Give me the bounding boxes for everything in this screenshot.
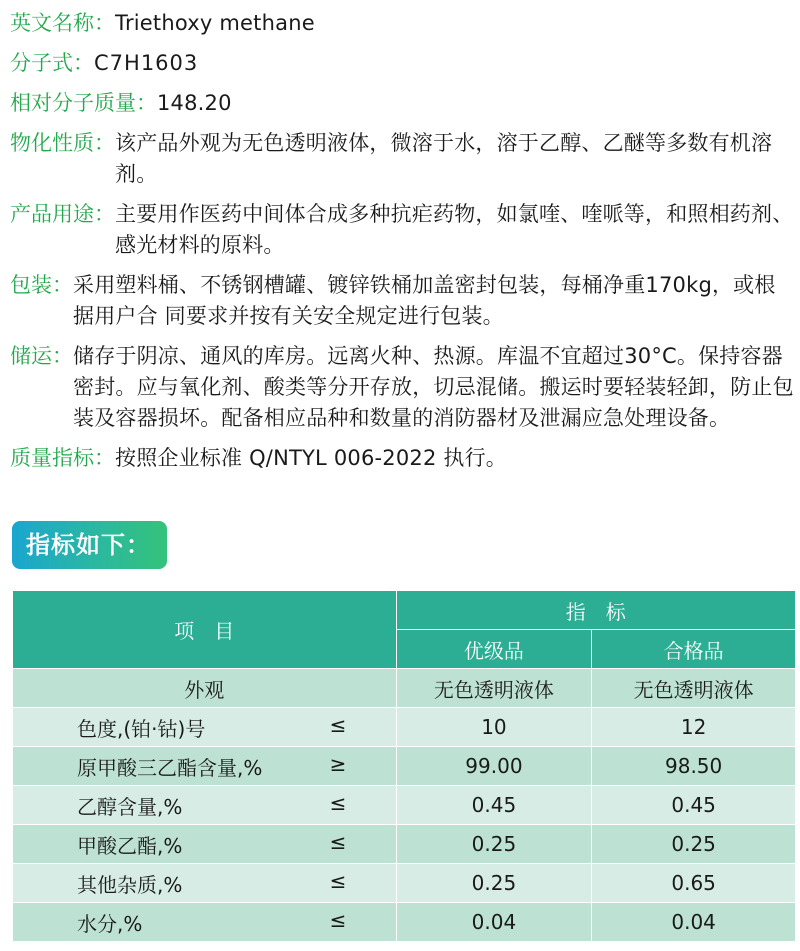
info-usage bbox=[10, 199, 796, 261]
row-grade2: 0.65 bbox=[592, 864, 796, 903]
info-value: Triethoxy methane bbox=[115, 11, 315, 35]
row-name: 水分,% bbox=[77, 911, 143, 936]
info-value: 按照企业标准 Q/NTYL 006-2022 执行。 bbox=[115, 446, 507, 470]
row-grade1: 0.25 bbox=[396, 864, 592, 903]
row-operator: ≤ bbox=[329, 790, 347, 815]
row-grade2: 0.04 bbox=[592, 903, 796, 942]
table-row bbox=[13, 669, 796, 708]
table-row bbox=[13, 747, 796, 786]
product-info bbox=[10, 8, 796, 483]
spec-heading-badge: 指标如下： bbox=[12, 521, 167, 569]
info-label: 质量指标： bbox=[10, 446, 115, 470]
header-grade-premium: 优级品 bbox=[396, 630, 592, 669]
row-grade1: 0.25 bbox=[396, 825, 592, 864]
table-row bbox=[13, 708, 796, 747]
row-grade1: 无色透明液体 bbox=[396, 669, 592, 708]
row-name: 原甲酸三乙酯含量,% bbox=[77, 755, 263, 780]
row-operator: ≤ bbox=[329, 907, 347, 932]
row-grade2: 无色透明液体 bbox=[592, 669, 796, 708]
row-grade1: 10 bbox=[396, 708, 592, 747]
row-operator: ≤ bbox=[329, 712, 347, 737]
row-operator: ≤ bbox=[329, 829, 347, 854]
row-grade1: 99.00 bbox=[396, 747, 592, 786]
info-packaging bbox=[10, 270, 796, 332]
row-grade1: 0.45 bbox=[396, 786, 592, 825]
info-properties bbox=[10, 128, 796, 190]
spec-table bbox=[12, 590, 796, 942]
row-grade2: 12 bbox=[592, 708, 796, 747]
table-row bbox=[13, 864, 796, 903]
row-name: 乙醇含量,% bbox=[77, 794, 183, 819]
row-name: 外观 bbox=[13, 669, 397, 708]
table-row bbox=[13, 825, 796, 864]
header-grade-qualified: 合格品 bbox=[592, 630, 796, 669]
row-name: 甲酸乙酯,% bbox=[77, 833, 183, 858]
row-grade2: 0.25 bbox=[592, 825, 796, 864]
info-molecular-weight bbox=[10, 88, 796, 119]
info-label: 分子式： bbox=[10, 51, 94, 75]
info-label: 产品用途： bbox=[10, 202, 115, 226]
info-value: 148.20 bbox=[157, 91, 232, 115]
info-value: 该产品外观为无色透明液体，微溶于水，溶于乙醇、乙醚等多数有机溶剂。 bbox=[115, 131, 773, 186]
info-label: 相对分子质量： bbox=[10, 91, 157, 115]
table-row bbox=[13, 786, 796, 825]
row-operator: ≥ bbox=[329, 751, 347, 776]
info-value: 主要用作医药中间体合成多种抗疟药物，如氯喹、喹哌等，和照相药剂、感光材料的原料。 bbox=[115, 202, 794, 257]
row-operator: ≤ bbox=[329, 868, 347, 893]
table-row bbox=[13, 903, 796, 942]
info-formula bbox=[10, 48, 796, 79]
info-value: 储存于阴凉、通风的库房。远离火种、热源。库温不宜超过30°C。保持容器密封。应与氧化剂、酸类等分开存放，切忌混储。搬运时要轻装轻卸，防止包装及容器损坏。配备相应品种和数量的消防器材及泄漏应急处理设备。 bbox=[73, 344, 794, 430]
info-value: C7H1603 bbox=[94, 51, 199, 75]
info-storage bbox=[10, 341, 796, 434]
row-grade2: 0.45 bbox=[592, 786, 796, 825]
header-item: 项 目 bbox=[13, 591, 397, 669]
header-index: 指 标 bbox=[396, 591, 795, 630]
info-label: 储运： bbox=[10, 344, 73, 368]
row-name: 其他杂质,% bbox=[77, 872, 183, 897]
row-name: 色度,(铂·钴)号 bbox=[77, 716, 206, 741]
info-quality-standard bbox=[10, 443, 796, 474]
info-label: 包装： bbox=[10, 273, 73, 297]
info-label: 物化性质： bbox=[10, 131, 115, 155]
info-label: 英文名称： bbox=[10, 11, 115, 35]
row-grade1: 0.04 bbox=[396, 903, 592, 942]
info-value: 采用塑料桶、不锈钢槽罐、镀锌铁桶加盖密封包装，每桶净重170kg，或根据用户合 同要求并按有关安全规定进行包装。 bbox=[73, 273, 776, 328]
info-english-name bbox=[10, 8, 796, 39]
row-grade2: 98.50 bbox=[592, 747, 796, 786]
